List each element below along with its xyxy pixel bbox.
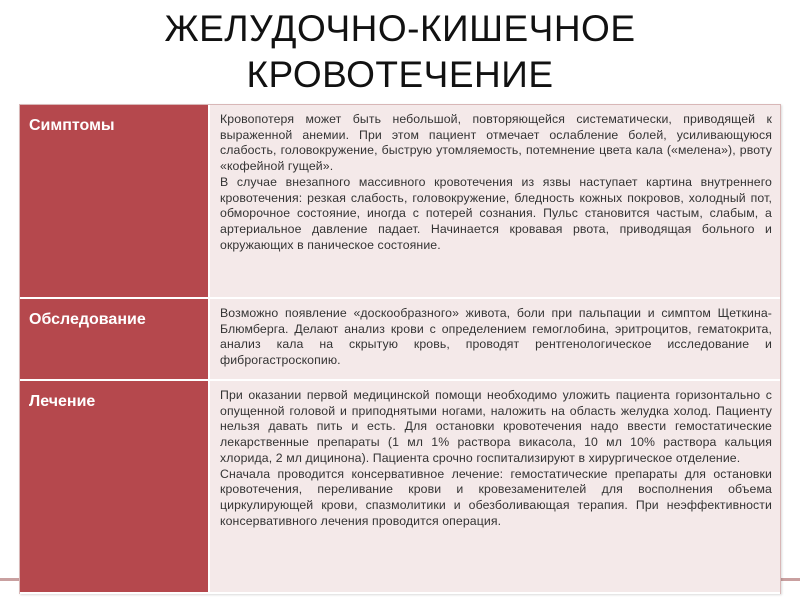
row-header-symptoms: Симптомы	[20, 105, 208, 299]
paragraph: В случае внезапного массивного кровотечения из язвы наступает картина внутреннего кровотечения: резкая слабость, головокружение, бледность кожных покровов, холодный пот, обморочное состояние, иногда с потерей сознания. Пульс становится частым, слабым, а артериальное давление падает. Начинается кровавая рвота, приводящая больного и окружающих в паническое состояние.	[220, 174, 772, 252]
info-table	[19, 104, 781, 594]
slide-title-line-2: КРОВОТЕЧЕНИЕ	[246, 54, 554, 95]
row-body-symptoms	[208, 105, 780, 299]
row-header-examination: Обследование	[20, 299, 208, 381]
table-row-examination	[20, 299, 780, 381]
slide-title	[0, 6, 800, 98]
slide-title-line-1: ЖЕЛУДОЧНО-КИШЕЧНОЕ	[164, 8, 636, 49]
paragraph: Возможно появление «доскообразного» живота, боли при пальпации и симптом Щеткина-Блюмберга. Делают анализ крови с определением гемоглобина, эритроцитов, гематокрита, анализ кала на скрытую кровь, проводят рентгенологическое исследование и фиброгастроскопию.	[220, 306, 772, 368]
paragraph: Кровопотеря может быть небольшой, повторяющейся систематически, приводящей к выраженной анемии. При этом пациент отмечает ослабление болей, усиливающуюся слабость, головокружение, быструю утомляемость, потемнение цвета кала («мелена»), рвоту «кофейной гущей».	[220, 112, 772, 174]
paragraph: Сначала проводится консервативное лечение: гемостатические препараты для остановки кровотечения, переливание крови и кровезаменителей для восполнения объема циркулирующей крови, спазмолитики и обезболивающая терапия. При неэффективности консервативного лечения проводится операция.	[220, 466, 772, 528]
row-body-examination	[208, 299, 780, 381]
table-row-treatment	[20, 381, 780, 594]
paragraph: При оказании первой медицинской помощи необходимо уложить пациента горизонтально с опущенной головой и приподнятыми ногами, наложить на область желудка холод. Пациенту нельзя давать пить и есть. Для остановки кровотечения надо ввести гемостатические лекарственные препараты (1 мл 1% раствора викасола, 10 мл 10% раствора кальция хлорида, 2 мл дицинона). Пациента срочно госпитализируют в хирургическое отделение.	[220, 388, 772, 465]
row-body-treatment	[208, 381, 780, 594]
row-header-treatment: Лечение	[20, 381, 208, 594]
table-row-symptoms	[20, 105, 780, 299]
